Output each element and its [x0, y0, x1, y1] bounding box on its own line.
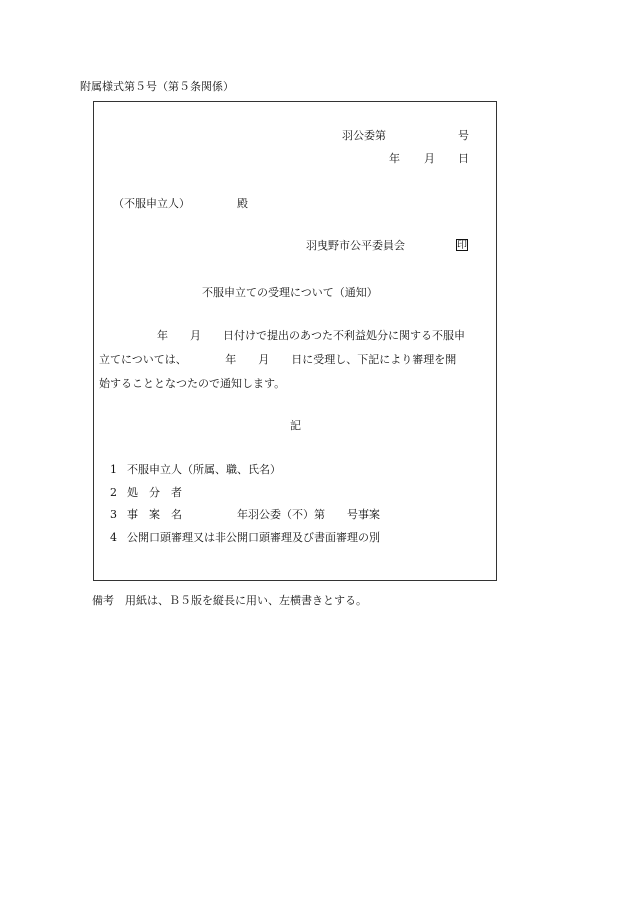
form-label: 附属様式第５号（第５条関係）: [80, 80, 234, 93]
seal-box: 印: [457, 240, 467, 251]
ki-heading: 記: [290, 419, 301, 432]
recipient: （不服申立人）: [113, 197, 190, 210]
date-year: 年: [389, 152, 400, 165]
date-day: 日: [458, 152, 469, 165]
note-label: 備考: [92, 594, 114, 607]
item-4-number: 4: [110, 531, 117, 544]
body-line-3: 始することとなつたので通知します。: [99, 377, 286, 390]
item-2-text: 処 分 者: [127, 486, 182, 499]
item-1-text: 不服申立人（所属、職、氏名）: [127, 463, 281, 476]
body-line-2: 立てについては、 年 月 日に受理し、下記により審理を開: [99, 353, 457, 366]
document-title: 不服申立ての受理について（通知）: [202, 286, 378, 299]
item-3-text: 事 案 名 年羽公委（不）第 号事案: [127, 508, 380, 521]
item-4-text: 公開口頭審理又は非公開口頭審理及び書面審理の別: [127, 531, 380, 544]
date-month: 月: [424, 152, 435, 165]
number-suffix: 号: [458, 129, 469, 142]
item-1-number: 1: [110, 463, 117, 476]
body-line-1: 年 月 日付けで提出のあつた不利益処分に関する不服申: [157, 329, 465, 342]
item-2-number: 2: [110, 486, 117, 499]
note-text: 用紙は、Ｂ５版を縦長に用い、左横書きとする。: [125, 594, 367, 607]
body-paragraph: [99, 324, 493, 396]
number-prefix: 羽公委第: [342, 129, 386, 142]
issuer-name: 羽曳野市公平委員会: [306, 239, 405, 252]
item-3-number: 3: [110, 508, 117, 521]
honorific: 殿: [237, 197, 248, 210]
